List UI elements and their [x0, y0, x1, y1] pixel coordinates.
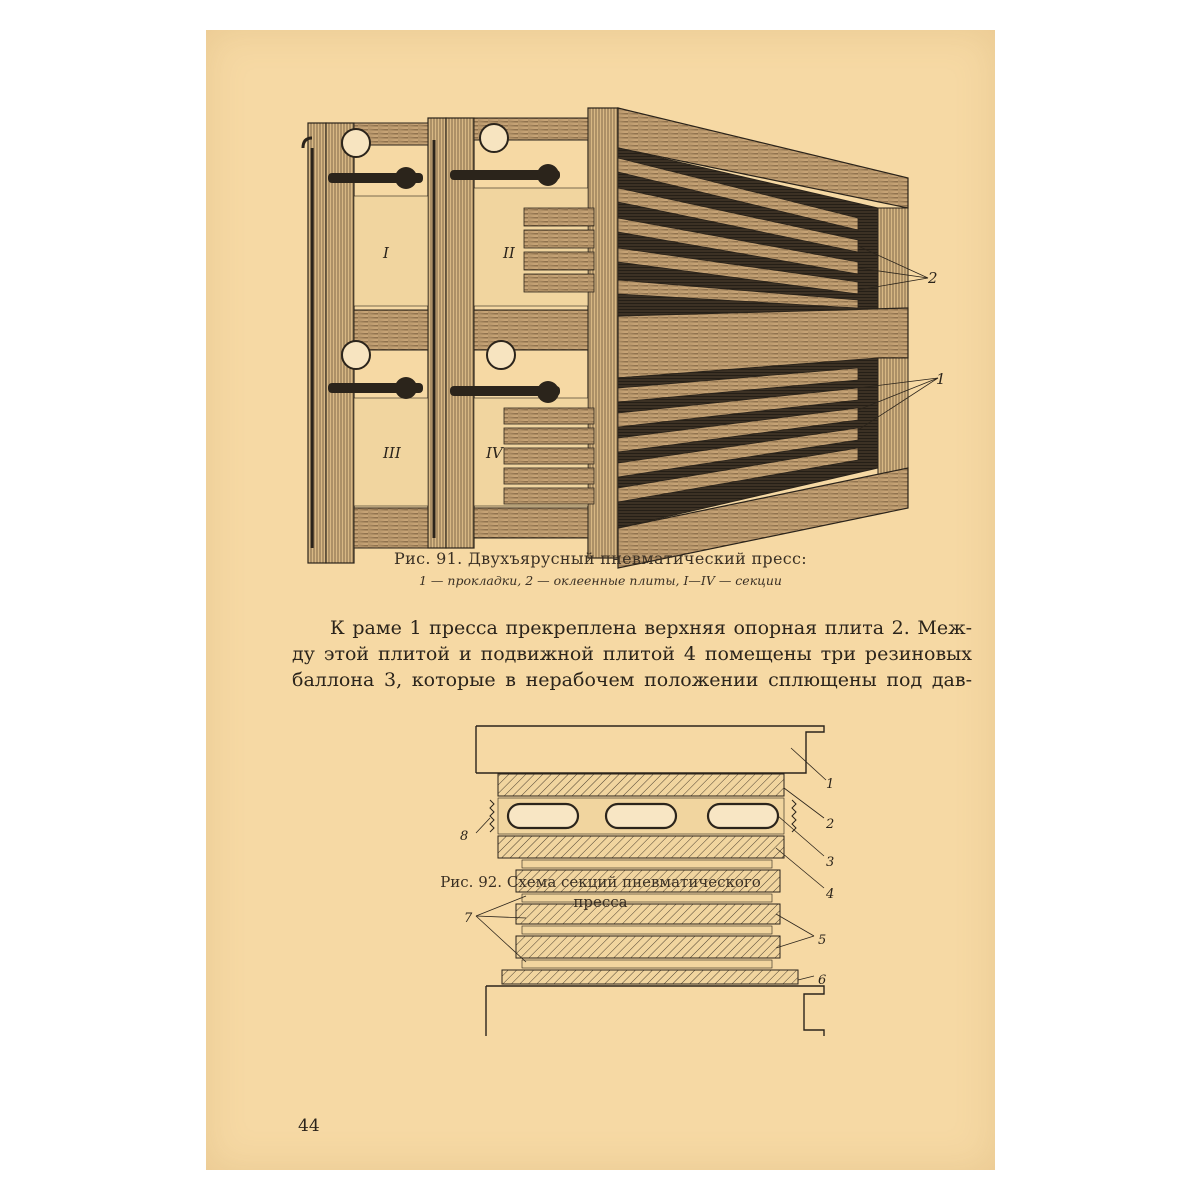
section-label-2: II: [503, 244, 515, 262]
figure-91-press-illustration: [298, 68, 946, 573]
body-paragraph: [292, 615, 972, 693]
scheme-label-8: 8: [460, 829, 469, 844]
book-page: [206, 30, 995, 1170]
callout-2: 2: [928, 269, 938, 287]
body-line-3: баллона 3, которые в нерабочем положении сплющены под дав-: [292, 669, 972, 691]
scheme-label-7: 7: [464, 911, 473, 926]
figure-91-caption-legend: 1 — прокладки, 2 — оклеенные плиты, I—IV — секции: [419, 573, 782, 588]
scheme-label-3: 3: [826, 855, 835, 870]
figure-92-caption: [206, 872, 995, 912]
section-label-1: I: [383, 244, 389, 262]
scheme-label-2: 2: [826, 817, 835, 832]
body-line-1: К раме 1 пресса прекреплена верхняя опорная плита 2. Меж-: [330, 617, 972, 639]
page-number: 44: [298, 1116, 320, 1136]
scheme-label-4: 4: [826, 887, 835, 902]
scheme-label-1: 1: [826, 777, 835, 792]
figure-92-caption-line-1: Рис. 92. Схема секций пневматического: [440, 873, 761, 891]
section-label-3: III: [383, 444, 401, 462]
figure-91-caption-title: Рис. 91. Двухъярусный пневматический пресс:: [394, 549, 807, 568]
body-line-2: ду этой плитой и подвижной плитой 4 помещены три резиновых: [292, 643, 972, 665]
figure-92-caption-line-2: пресса: [573, 893, 628, 911]
scheme-label-6: 6: [818, 973, 827, 988]
scheme-label-5: 5: [818, 933, 827, 948]
section-label-4: IV: [486, 444, 503, 462]
callout-1: 1: [936, 370, 946, 388]
